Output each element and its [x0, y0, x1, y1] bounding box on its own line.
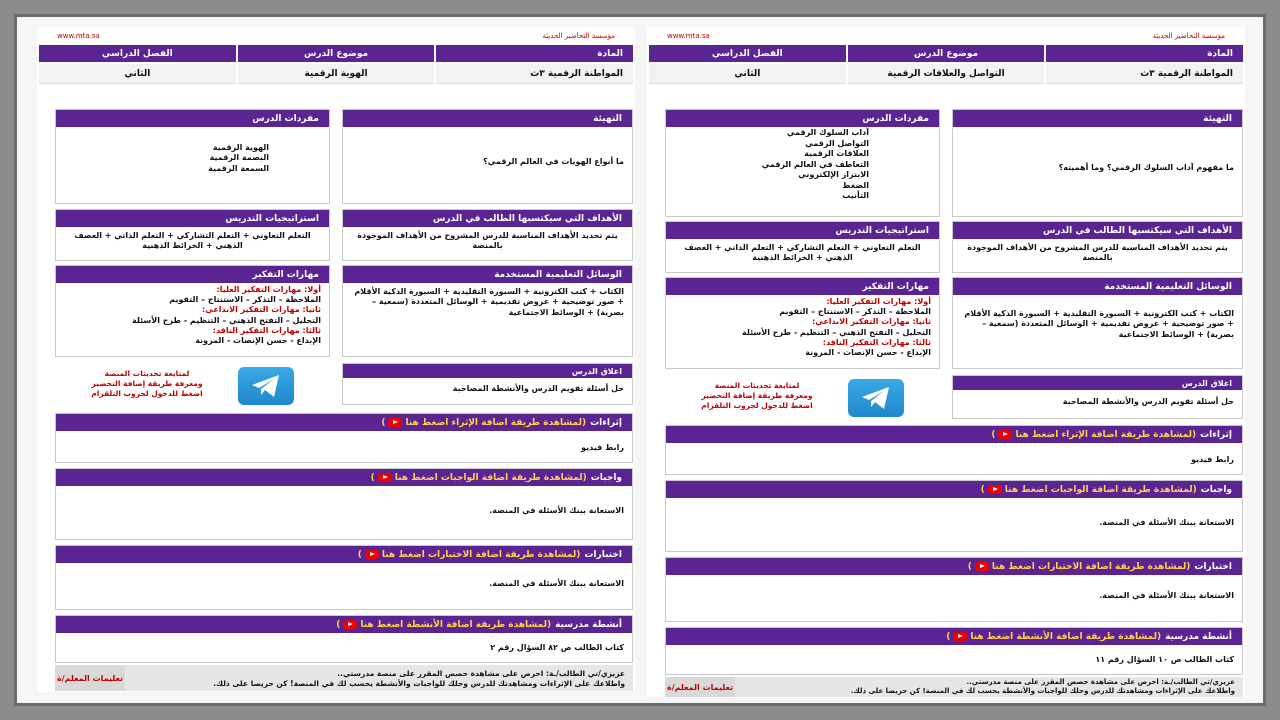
warmup-text: ما مفهوم آداب السلوك الرقمي؟ وما أهميته؟ [1058, 163, 1234, 172]
activities-link[interactable]: (لمشاهدة طريقة اضافة الأنشطة اضغط هنا) [946, 631, 1162, 642]
activities-box [665, 627, 1243, 675]
vocab-item: التواصل الرقمي [805, 138, 869, 148]
enrich-link[interactable]: (لمشاهدة طريقة اضافة الإثراء اضغط هنا) [381, 417, 587, 428]
youtube-icon [388, 418, 402, 427]
enrich-text: رابط فيديو [1191, 455, 1234, 464]
tests-box [55, 545, 633, 610]
goals-text: يتم تحديد الأهداف المناسبة للدرس المشروح من الأهداف الموجودة بالمنصة [357, 231, 618, 251]
thinking-heading-1: أولا: مهارات التفكير العليا: [216, 285, 321, 294]
thinking-text-1: الملاحظة – التذكر – الاستنتاج – التقويم [169, 295, 321, 305]
site-link[interactable]: www.mta.sa [57, 32, 100, 40]
youtube-icon [953, 632, 967, 641]
semester-label: الفصل الدراسي [39, 45, 236, 62]
enrich-link[interactable]: (لمشاهدة طريقة اضافة الإثراء اضغط هنا) [991, 429, 1197, 440]
goals-header: الأهداف التي سيكتسبها الطالب في الدرس [343, 210, 632, 227]
aids-text: الكتاب + كتب الكترونية + السبورة التقليدية + السبورة الذكية الأقلام + صور توضيحية + عروض تقديمية + الوسائل المتعددة (سمعية – بصرية) + الوسائط الاجتماعية [354, 287, 624, 317]
semester-value: الثاني [39, 64, 236, 84]
vocab-item: الضغط [842, 180, 869, 190]
slide-frame [14, 14, 1266, 706]
semester-label: الفصل الدراسي [649, 45, 846, 62]
tests-box [665, 557, 1243, 622]
homework-header: واجبات [1200, 484, 1232, 495]
warmup-box [952, 109, 1243, 217]
youtube-icon [365, 550, 379, 559]
vocab-item: التأنيب [842, 191, 869, 201]
teacher-notes [55, 665, 633, 691]
activities-header: أنشطة مدرسية [1165, 631, 1232, 642]
homework-link[interactable]: (لمشاهدة طريقة اضافة الواجبات اضغط هنا) [370, 472, 587, 483]
vocab-header: مفردات الدرس [56, 110, 329, 127]
notes-line-2: واطلاعك على الإثراءات ومشاهدتك للدرس وحلك للواجبات والأنشطة يحسب لك في المنصة! كن حريصا على ذلك. [850, 687, 1235, 696]
strategies-text: التعلم التعاوني + التعلم التشاركي + التعلم الذاتي + العصف الذهني + الخرائط الذهنية [74, 231, 311, 251]
teacher-notes-label: تعليمات المعلم/ة [56, 673, 124, 683]
aids-box [342, 265, 633, 357]
lesson-info-table [37, 45, 635, 84]
goals-header: الأهداف التي سيكتسبها الطالب في الدرس [953, 222, 1242, 239]
thinking-heading-3: ثالثا: مهارات التفكير الناقد: [822, 337, 931, 347]
goals-box [342, 209, 633, 261]
notes-line-1: عزيزي/تي الطالب/ـة: احرص على مشاهدة حصص المقرر على منصة مدرستي.. [337, 669, 625, 678]
telegram-icon[interactable] [848, 379, 904, 417]
thinking-heading-3: ثالثا: مهارات التفكير الناقد: [212, 325, 321, 335]
subject-value: المواطنة الرقمية ٣ث [436, 64, 633, 84]
lesson-info-table [647, 45, 1245, 84]
warmup-header: التهيئة [343, 110, 632, 127]
closing-box [342, 363, 633, 405]
strategies-header: استراتيجيات التدريس [666, 222, 939, 239]
warmup-text: ما أنواع الهويات في العالم الرقمي؟ [483, 157, 624, 166]
strategies-text: التعلم التعاوني + التعلم التشاركي + التعلم الذاتي + العصف الذهني + الخرائط الذهنية [684, 243, 921, 263]
enrich-text: رابط فيديو [581, 443, 624, 452]
closing-box [952, 375, 1243, 419]
tests-link[interactable]: (لمشاهدة طريقة اضافة الاختبارات اضغط هنا) [357, 549, 581, 560]
vocab-item: العلاقات الرقمية [804, 149, 869, 159]
thinking-header: مهارات التفكير [666, 278, 939, 295]
closing-header: اغلاق الدرس [953, 376, 1242, 390]
vocab-box [665, 109, 940, 217]
thinking-text-3: الإبداع - حسن الإنصات - المرونة [805, 348, 931, 358]
enrich-header: إثراءات [590, 417, 622, 428]
goals-text: يتم تحديد الأهداف المناسبة للدرس المشروح من الأهداف الموجودة بالمنصة [967, 243, 1228, 263]
thinking-box [665, 277, 940, 369]
strategies-box [55, 209, 330, 261]
thinking-text-2: التحليل – التفتح الذهني – التنظيم - طرح الأسئلة [742, 327, 931, 337]
thinking-heading-2: ثانيا: مهارات التفكير الابداعي: [812, 317, 931, 327]
youtube-icon [988, 485, 1002, 494]
vocab-item: البصمة الرقمية [209, 153, 269, 163]
thinking-text-3: الإبداع - حسن الإنصات - المرونة [195, 336, 321, 346]
thinking-box [55, 265, 330, 357]
closing-header: اغلاق الدرس [343, 364, 632, 378]
topic-value: التواصل والعلاقات الرقمية [848, 64, 1045, 84]
thinking-text-2: التحليل – التفتح الذهني – التنظيم - طرح الأسئلة [132, 315, 321, 325]
thinking-header: مهارات التفكير [56, 266, 329, 283]
homework-link[interactable]: (لمشاهدة طريقة اضافة الواجبات اضغط هنا) [980, 484, 1197, 495]
aids-box [952, 277, 1243, 369]
teacher-notes [665, 677, 1243, 697]
enrich-header: إثراءات [1200, 429, 1232, 440]
strategies-box [665, 221, 940, 273]
aids-header: الوسائل التعليمية المستخدمة [953, 278, 1242, 295]
thinking-heading-1: أولا: مهارات التفكير العليا: [826, 297, 931, 306]
activities-text: كتاب الطالب ص ١٠ السؤال رقم ١١ [1095, 655, 1234, 664]
vocab-item: الهوية الرقمية [212, 143, 269, 152]
telegram-follow-text[interactable]: لمتابعة تحديثات المنصة ومعرفة طريقة إضافة التحضير اضغط للدخول لجروب التلقرام [701, 381, 813, 411]
thinking-heading-2: ثانيا: مهارات التفكير الابداعي: [202, 305, 321, 315]
tests-text: الاستعانة ببنك الأسئلة في المنصة. [489, 579, 624, 588]
activities-header: أنشطة مدرسية [555, 619, 622, 630]
vocab-header: مفردات الدرس [666, 110, 939, 127]
notes-line-2: واطلاعك على الإثراءات ومشاهدتك للدرس وحلك للواجبات والأنشطة يحسب لك في المنصة! كن حريصا على ذلك. [213, 679, 625, 689]
activities-box [55, 615, 633, 663]
homework-box [665, 480, 1243, 552]
strategies-header: استراتيجيات التدريس [56, 210, 329, 227]
notes-line-1: عزيزي/تي الطالب/ـة: احرص على مشاهدة حصص المقرر على منصة مدرستي.. [966, 678, 1235, 686]
tests-link[interactable]: (لمشاهدة طريقة اضافة الاختبارات اضغط هنا) [967, 561, 1191, 572]
warmup-header: التهيئة [953, 110, 1242, 127]
vocab-item: السمعة الرقمية [208, 163, 269, 173]
lesson-page-1 [37, 27, 635, 692]
homework-header: واجبات [590, 472, 622, 483]
closing-text: حل أسئلة تقويم الدرس والأنشطة المصاحبة [1062, 397, 1234, 406]
activities-text: كتاب الطالب ص ٨٢ السؤال رقم ٢ [490, 643, 624, 652]
thinking-text-1: الملاحظة – التذكر – الاستنتاج – التقويم [779, 307, 931, 317]
semester-value: الثاني [649, 64, 846, 84]
telegram-follow-text[interactable]: لمتابعة تحديثات المنصة ومعرفة طريقة إضافة التحضير اضغط للدخول لجروب التلقرام [91, 369, 203, 399]
site-link[interactable]: www.mta.sa [667, 32, 710, 40]
subject-label: المادة [436, 45, 633, 62]
tests-text: الاستعانة ببنك الأسئلة في المنصة. [1099, 591, 1234, 600]
homework-box [55, 468, 633, 540]
tests-header: اختبارات [1194, 561, 1232, 572]
aids-header: الوسائل التعليمية المستخدمة [343, 266, 632, 283]
vocab-item: الابتزاز الإلكتروني [798, 170, 869, 180]
topic-label: موضوع الدرس [238, 45, 435, 62]
teacher-notes-label: تعليمات المعلم/ة [666, 682, 734, 692]
homework-text: الاستعانة ببنك الأسئلة في المنصة. [1099, 518, 1234, 527]
youtube-icon [975, 562, 989, 571]
goals-box [952, 221, 1243, 273]
youtube-icon [343, 620, 357, 629]
enrich-box [55, 413, 633, 463]
closing-text: حل أسئلة تقويم الدرس والأنشطة المصاحبة [452, 384, 624, 393]
vocab-item: آداب السلوك الرقمي [786, 128, 869, 137]
youtube-icon [998, 430, 1012, 439]
vocab-box [55, 109, 330, 204]
telegram-icon[interactable] [238, 367, 294, 405]
org-name: مؤسسة التحاضير الحديثة [542, 32, 615, 40]
topic-value: الهوية الرقمية [238, 64, 435, 84]
vocab-item: التعاطف في العالم الرقمي [761, 159, 869, 169]
subject-value: المواطنة الرقمية ٣ث [1046, 64, 1243, 84]
youtube-icon [378, 473, 392, 482]
subject-label: المادة [1046, 45, 1243, 62]
activities-link[interactable]: (لمشاهدة طريقة اضافة الأنشطة اضغط هنا) [336, 619, 552, 630]
warmup-box [342, 109, 633, 204]
homework-text: الاستعانة ببنك الأسئلة في المنصة. [489, 506, 624, 515]
lesson-page-2 [647, 27, 1245, 697]
aids-text: الكتاب + كتب الكترونية + السبورة التقليدية + السبورة الذكية الأقلام + صور توضيحية + عروض تقديمية + الوسائل المتعددة (سمعية – بصرية) + الوسائط الاجتماعية [964, 309, 1234, 339]
enrich-box [665, 425, 1243, 475]
tests-header: اختبارات [584, 549, 622, 560]
org-name: مؤسسة التحاضير الحديثة [1152, 32, 1225, 40]
topic-label: موضوع الدرس [848, 45, 1045, 62]
